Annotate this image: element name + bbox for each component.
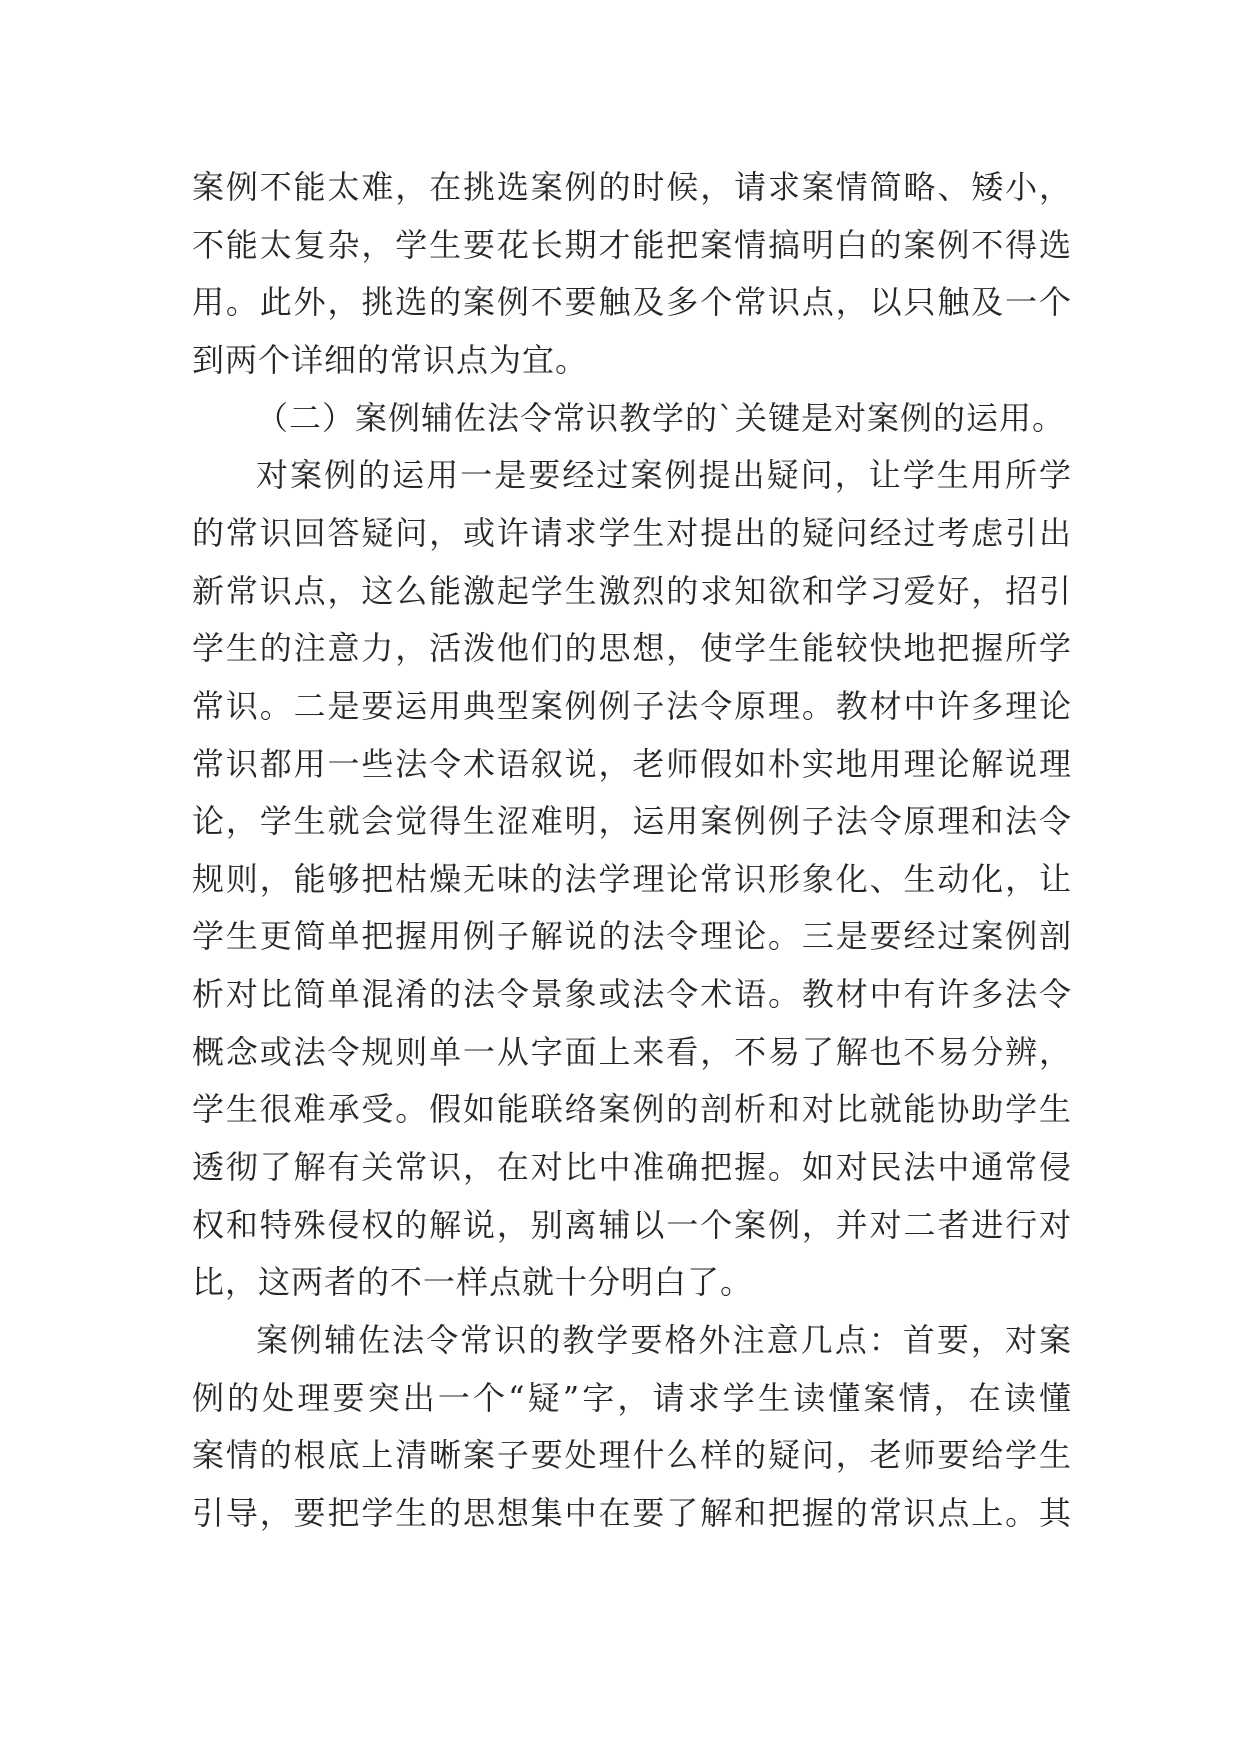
text-line: 比，这两者的不一样点就十分明白了。 [192, 1263, 754, 1301]
text-line: 学生更简单把握用例子解说的法令理论。三是要经过案例剖 [192, 917, 1072, 955]
text-line: 析对比简单混淆的法令景象或法令术语。教材中有许多法令 [192, 975, 1072, 1013]
text-line: 例的处理要突出一个“疑”字，请求学生读懂案情，在读懂 [192, 1379, 1072, 1417]
text-line: 学生的注意力，活泼他们的思想，使学生能较快地把握所学 [192, 629, 1072, 667]
text-line: 透彻了解有关常识，在对比中准确把握。如对民法中通常侵 [192, 1148, 1072, 1186]
text-line: 新常识点，这么能激起学生激烈的求知欲和学习爱好，招引 [192, 572, 1072, 610]
text-line: 论，学生就会觉得生涩难明，运用案例例子法令原理和法令 [192, 802, 1072, 840]
text-line: 概念或法令规则单一从字面上来看，不易了解也不易分辨， [192, 1033, 1072, 1071]
text-line: 不能太复杂，学生要花长期才能把案情搞明白的案例不得选 [192, 226, 1072, 264]
text-line: 常识。二是要运用典型案例例子法令原理。教材中许多理论 [192, 687, 1072, 725]
text-line: 到两个详细的常识点为宜。 [192, 341, 589, 379]
text-line: 规则，能够把枯燥无味的法学理论常识形象化、生动化，让 [192, 860, 1072, 898]
paragraph-first-line: 对案例的运用一是要经过案例提出疑问，让学生用所学 [256, 456, 1072, 494]
text-line: 的常识回答疑问，或许请求学生对提出的疑问经过考虑引出 [192, 514, 1072, 552]
text-line: 案例不能太难，在挑选案例的时候，请求案情简略、矮小， [192, 168, 1072, 206]
section-heading: （二）案例辅佐法令常识教学的`关键是对案例的运用。 [256, 399, 1066, 437]
text-line: 权和特殊侵权的解说，别离辅以一个案例，并对二者进行对 [192, 1206, 1072, 1244]
text-line: 常识都用一些法令术语叙说，老师假如朴实地用理论解说理 [192, 745, 1072, 783]
paragraph-first-line: 案例辅佐法令常识的教学要格外注意几点：首要，对案 [256, 1321, 1072, 1359]
text-line: 案情的根底上清晰案子要处理什么样的疑问，老师要给学生 [192, 1436, 1072, 1474]
text-line: 学生很难承受。假如能联络案例的剖析和对比就能协助学生 [192, 1090, 1072, 1128]
text-line: 用。此外，挑选的案例不要触及多个常识点，以只触及一个 [192, 283, 1072, 321]
text-line: 引导，要把学生的思想集中在要了解和把握的常识点上。其 [192, 1494, 1072, 1532]
